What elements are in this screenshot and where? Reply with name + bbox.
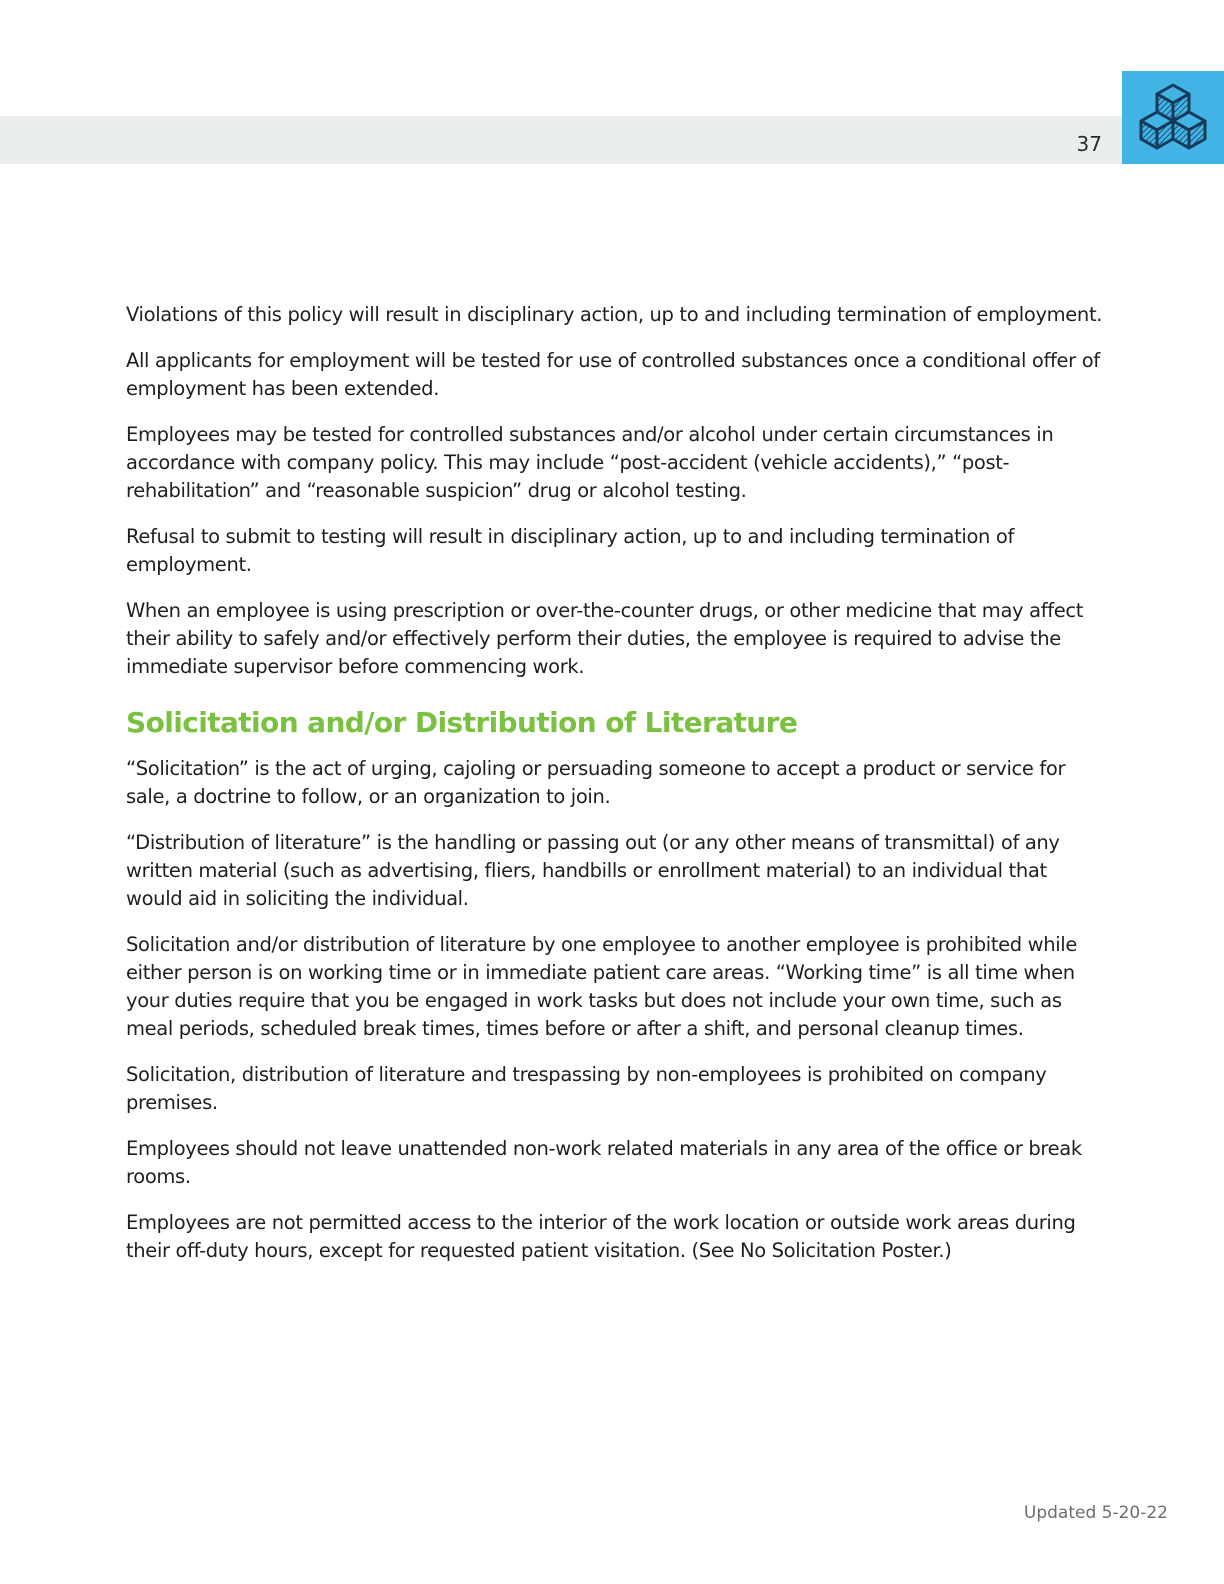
- section-heading: Solicitation and/or Distribution of Literature: [126, 706, 798, 739]
- paragraph-violations: Violations of this policy will result in disciplinary action, up to and including termination of employment.: [126, 303, 1103, 326]
- paragraph-working-time: Solicitation and/or distribution of literature by one employee to another employee is prohibited while either person is on working time or in immediate patient care areas. “Working time” is all time when your duties require that you be engaged in work tasks but does not include your own time, such as meal periods, scheduled break times, times before or after a shift, and personal cleanup times.: [126, 933, 1078, 1040]
- paragraph-refusal: Refusal to submit to testing will result in disciplinary action, up to and including termination of employment.: [126, 525, 1014, 576]
- header-band: [0, 116, 1122, 164]
- paragraph-applicant-testing: All applicants for employment will be tested for use of controlled substances once a conditional offer of employment has been extended.: [126, 349, 1100, 400]
- paragraph-off-duty-access: Employees are not permitted access to the interior of the work location or outside work areas during their off-duty hours, except for requested patient visitation. (See No Solicitation Poster.): [126, 1211, 1076, 1262]
- paragraph-solicitation-definition: “Solicitation” is the act of urging, cajoling or persuading someone to accept a product or service for sale, a doctrine to follow, or an organization to join.: [126, 757, 1066, 808]
- paragraph-employee-testing: Employees may be tested for controlled substances and/or alcohol under certain circumstances in accordance with company policy. This may include “post-accident (vehicle accidents),” “post-rehabilitation” and “reasonable suspicion” drug or alcohol testing.: [126, 423, 1054, 502]
- logo-badge: [1122, 71, 1224, 164]
- paragraph-prescription-drugs: When an employee is using prescription or over-the-counter drugs, or other medicine that may affect their ability to safely and/or effectively perform their duties, the employee is required to advise the immediate supervisor before commencing work.: [126, 599, 1084, 678]
- paragraph-non-employees: Solicitation, distribution of literature and trespassing by non-employees is prohibited on company premises.: [126, 1063, 1047, 1114]
- page-number: 37: [1076, 132, 1102, 156]
- paragraph-distribution-definition: “Distribution of literature” is the handling or passing out (or any other means of transmittal) of any written material (such as advertising, fliers, handbills or enrollment material) to an individual that would aid in soliciting the individual.: [126, 831, 1060, 910]
- document-body: [126, 301, 1106, 1283]
- updated-date: Updated 5-20-22: [1023, 1503, 1168, 1523]
- paragraph-unattended-materials: Employees should not leave unattended non-work related materials in any area of the office or break rooms.: [126, 1137, 1082, 1188]
- stacked-cubes-icon: [1128, 79, 1218, 157]
